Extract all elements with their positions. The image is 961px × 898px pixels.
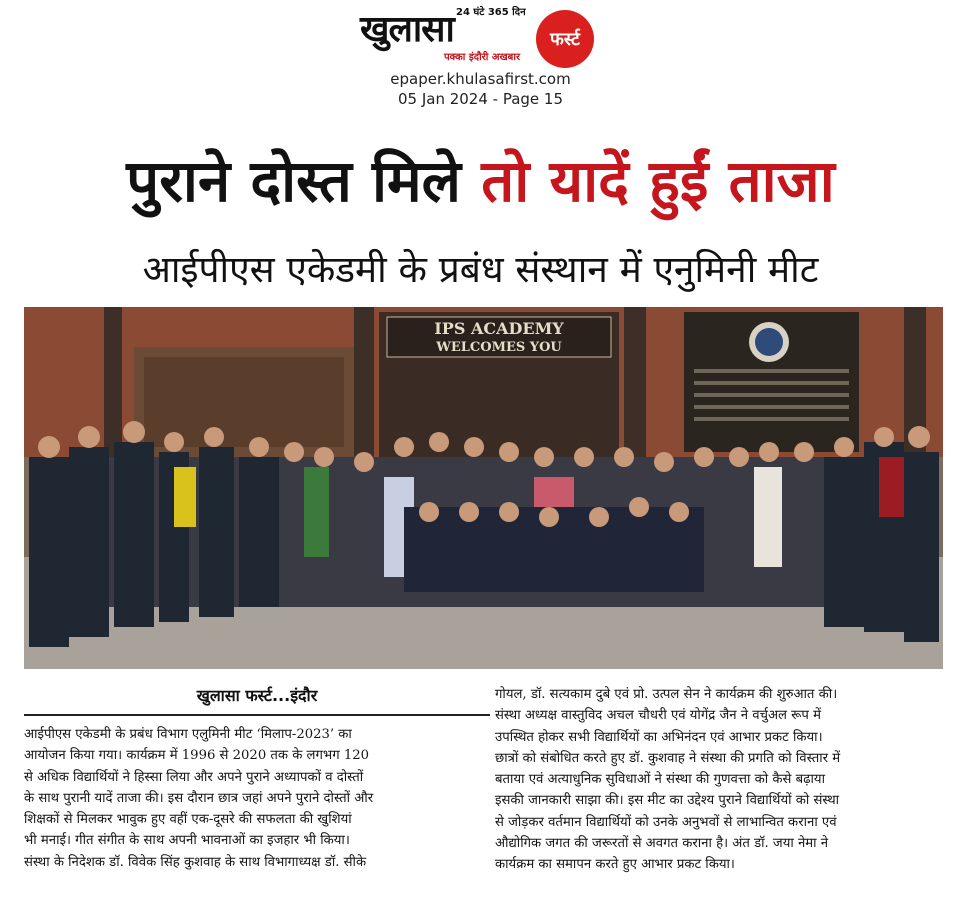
issue-date: 05 Jan 2024 - Page 15 <box>397 90 564 108</box>
epaper-url: epaper.khulasafirst.com <box>390 70 571 88</box>
article-line: इसकी जानकारी साझा की। इस मीट का उद्देश्य पुराने विद्यार्थियों को संस्था <box>495 793 840 809</box>
subheadline: आईपीएस एकेडमी के प्रबंध संस्थान में एनुमिनी मीट <box>142 248 819 291</box>
headline <box>0 140 961 222</box>
article-line: से जोड़कर वर्तमान विद्यार्थियों को उनके अनुभवों से लाभान्वित कराना एवं <box>495 814 837 830</box>
logo-tagline-top: 24 घंटे 365 दिन <box>456 7 526 18</box>
logo-wordmark: खुलासा <box>360 9 454 50</box>
article-line: भी मनाई। गीत संगीत के साथ अपनी भावनाओं का इजहार भी किया। <box>24 833 350 849</box>
article-line: आयोजन किया गया। कार्यक्रम में 1996 से 2020 तक के लगभग 120 <box>24 748 369 764</box>
article-line: संस्था अध्यक्ष वास्तुविद अचल चौधरी एवं योगेंद्र जैन ने वर्चुअल रूप में <box>495 708 822 724</box>
logo-badge: फर्स्ट <box>536 10 594 68</box>
article-line: से अधिक विद्यार्थियों ने हिस्सा लिया और अपने पुराने अध्यापकों व दोस्तों <box>24 769 364 785</box>
article-line: कार्यक्रम का समापन करते हुए आभार प्रकट किया। <box>495 857 735 873</box>
article-line: उपस्थित होकर सभी विद्यार्थियों का अभिनंदन एवं आभार प्रकट किया। <box>495 729 823 745</box>
headline-red: तो यादें हुईं ताजा <box>481 147 835 215</box>
article-line: बताया एवं अत्याधुनिक सुविधाओं ने संस्था की गुणवत्ता को कैसे बढ़ाया <box>495 772 825 788</box>
banner-line2: WELCOMES YOU <box>436 340 562 355</box>
article-line: छात्रों को संबोधित करते हुए डॉ. कुशवाह ने संस्था की प्रगति को विस्तार में <box>495 750 841 766</box>
logo-tagline-sub: पक्का इंदौरी अखबार <box>444 52 521 63</box>
byline-divider <box>24 714 490 716</box>
masthead-logo <box>352 4 614 66</box>
article-byline: खुलासा फर्स्ट...इंदौर <box>196 686 318 705</box>
banner-line1: IPS ACADEMY <box>434 319 564 338</box>
article-line: आईपीएस एकेडमी के प्रबंध विभाग एलुमिनी मीट ‘मिलाप-2023’ का <box>24 727 352 742</box>
headline-black: पुराने दोस्त मिले <box>126 147 482 215</box>
group-photo <box>24 307 943 669</box>
article-column-left <box>24 724 490 873</box>
article-column-right <box>495 684 942 876</box>
article-line: गोयल, डॉ. सत्यकाम दुबे एवं प्रो. उत्पल सेन ने कार्यक्रम की शुरुआत की। <box>495 687 838 702</box>
article-line: संस्था के निदेशक डॉ. विवेक सिंह कुशवाह के साथ विभागाध्यक्ष डॉ. सीके <box>24 854 367 870</box>
article-line: शिक्षकों से मिलकर भावुक हुए वहीं एक-दूसरे की सफलता की खुशियां <box>24 812 352 828</box>
article-line: औद्योगिक जगत की जरूरतों से अवगत कराना है। अंत डॉ. जया नेमा ने <box>495 836 829 852</box>
article-line: के साथ पुरानी यादें ताजा की। इस दौरान छात्र जहां अपने पुराने दोस्तों और <box>24 790 374 806</box>
